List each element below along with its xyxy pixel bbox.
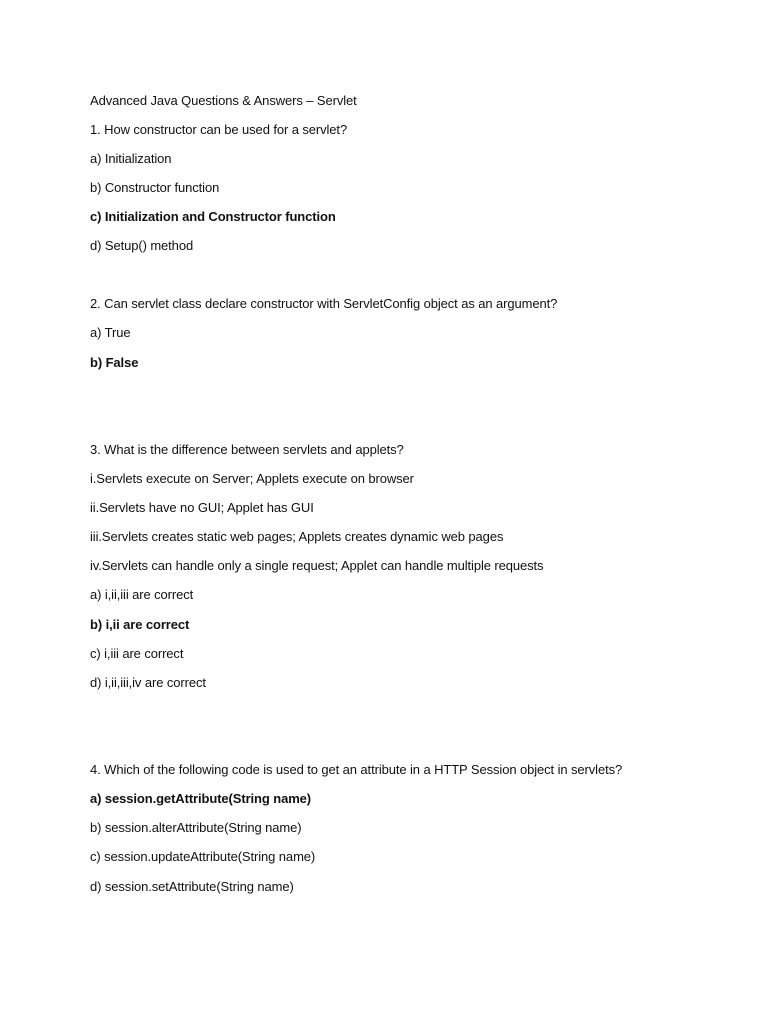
question-3-statement-iii: iii.Servlets creates static web pages; Applets creates dynamic web pages (90, 529, 504, 544)
question-2-option-a: a) True (90, 325, 131, 340)
question-1-option-d: d) Setup() method (90, 238, 194, 253)
question-2-option-b-answer: b) False (90, 355, 139, 370)
question-1-option-b: b) Constructor function (90, 180, 220, 195)
document-title: Advanced Java Questions & Answers – Servlet (90, 93, 357, 108)
question-4-option-c: c) session.updateAttribute(String name) (90, 849, 316, 864)
question-2-text: 2. Can servlet class declare constructor with ServletConfig object as an argument? (90, 296, 558, 311)
question-1-text: 1. How constructor can be used for a servlet? (90, 122, 348, 137)
question-4-option-d: d) session.setAttribute(String name) (90, 879, 294, 894)
question-3-text: 3. What is the difference between servlets and applets? (90, 442, 404, 457)
question-1-option-a: a) Initialization (90, 151, 172, 166)
question-4-option-b: b) session.alterAttribute(String name) (90, 820, 302, 835)
question-3-option-a: a) i,ii,iii are correct (90, 587, 194, 602)
question-3-option-c: c) i,iii are correct (90, 646, 184, 661)
question-3-statement-iv: iv.Servlets can handle only a single request; Applet can handle multiple requests (90, 558, 544, 573)
question-1-option-c-answer: c) Initialization and Constructor function (90, 209, 336, 224)
question-3-statement-i: i.Servlets execute on Server; Applets execute on browser (90, 471, 414, 486)
question-4-option-a-answer: a) session.getAttribute(String name) (90, 791, 312, 806)
question-3-option-d: d) i,ii,iii,iv are correct (90, 675, 206, 690)
question-4-text: 4. Which of the following code is used to get an attribute in a HTTP Session object in servlets? (90, 762, 623, 777)
question-3-statement-ii: ii.Servlets have no GUI; Applet has GUI (90, 500, 314, 515)
question-3-option-b-answer: b) i,ii are correct (90, 617, 190, 632)
